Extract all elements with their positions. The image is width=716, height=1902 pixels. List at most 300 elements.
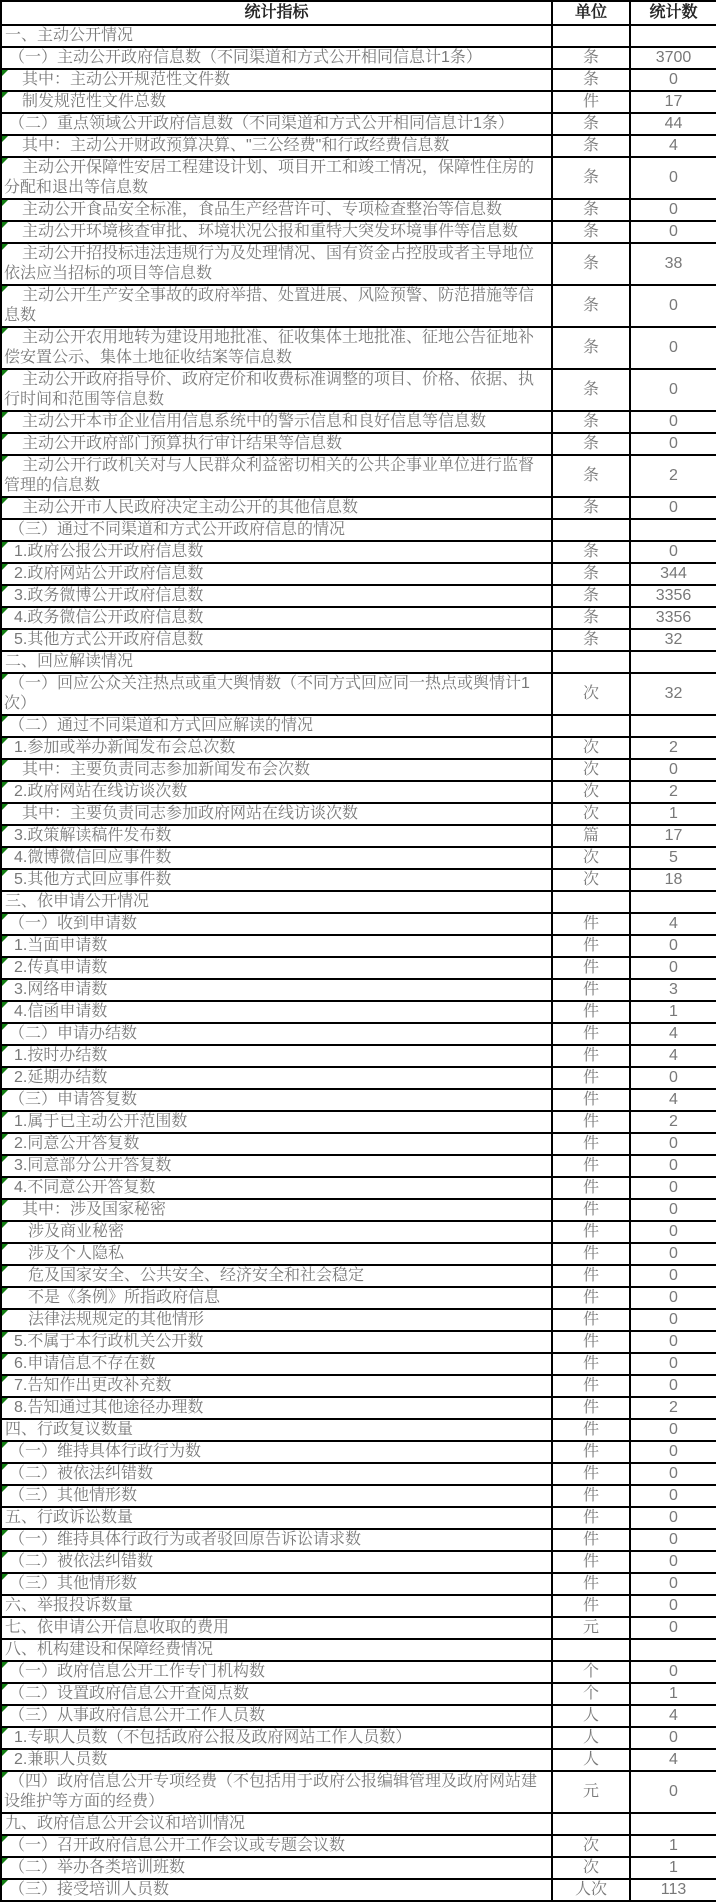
indicator-label: 其中：主要负责同志参加新闻发布会次数 xyxy=(22,761,311,778)
unit-cell: 件 xyxy=(552,91,630,113)
value-cell: 0 xyxy=(630,1243,716,1265)
cell-flag-icon xyxy=(2,826,8,832)
unit-cell: 件 xyxy=(552,1023,630,1045)
indicator-label: （一）维持具体行政行为数 xyxy=(9,1443,202,1460)
indicator-cell xyxy=(1,781,552,803)
unit-cell xyxy=(552,891,630,913)
indicator-cell xyxy=(1,979,552,1001)
unit-cell: 件 xyxy=(552,1045,630,1067)
cell-flag-icon xyxy=(2,1772,8,1778)
unit-cell: 条 xyxy=(552,607,630,629)
indicator-cell xyxy=(1,25,552,47)
indicator-label: 涉及个人隐私 xyxy=(28,1245,125,1262)
indicator-label: 三、依申请公开情况 xyxy=(5,893,150,910)
indicator-label: （一）收到申请数 xyxy=(9,915,138,932)
indicator-cell xyxy=(1,1309,552,1331)
indicator-label: 六、举报投诉数量 xyxy=(5,1597,134,1614)
indicator-cell xyxy=(1,957,552,979)
cell-flag-icon xyxy=(2,1134,8,1140)
table-row xyxy=(1,1419,716,1441)
indicator-cell xyxy=(1,1749,552,1771)
value-cell: 2 xyxy=(630,455,716,497)
indicator-label: （三）其他情形数 xyxy=(9,1575,138,1592)
table-row xyxy=(1,869,716,891)
value-cell: 0 xyxy=(630,411,716,433)
unit-cell: 件 xyxy=(552,1419,630,1441)
value-cell: 2 xyxy=(630,737,716,759)
value-cell: 344 xyxy=(630,563,716,585)
table-row xyxy=(1,25,716,47)
table-row xyxy=(1,629,716,651)
indicator-label: 5.其他方式回应事件数 xyxy=(14,871,172,888)
indicator-label: 主动公开生产安全事故的政府举措、处置进展、风险预警、防范措施等信息数 xyxy=(4,287,535,324)
indicator-label: 主动公开行政机关对与人民群众利益密切相关的公共企事业单位进行监督管理的信息数 xyxy=(4,457,535,494)
cell-flag-icon xyxy=(2,1706,8,1712)
indicator-label: 一、主动公开情况 xyxy=(5,27,134,44)
indicator-cell xyxy=(1,1617,552,1639)
table-row xyxy=(1,651,716,673)
value-cell: 0 xyxy=(630,1595,716,1617)
cell-flag-icon xyxy=(2,1178,8,1184)
indicator-label: 3.政务微博公开政府信息数 xyxy=(14,587,204,604)
indicator-label: 2.传真申请数 xyxy=(14,959,108,976)
table-row xyxy=(1,673,716,715)
value-cell xyxy=(630,1639,716,1661)
unit-cell: 条 xyxy=(552,369,630,411)
cell-flag-icon xyxy=(2,1442,8,1448)
indicator-label: （一）主动公开政府信息数（不同渠道和方式公开相同信息计1条） xyxy=(9,49,482,66)
value-cell: 0 xyxy=(630,1529,716,1551)
value-cell: 1 xyxy=(630,1001,716,1023)
indicator-cell xyxy=(1,1287,552,1309)
indicator-label: 危及国家安全、公共安全、经济安全和社会稳定 xyxy=(28,1267,365,1284)
cell-flag-icon xyxy=(2,1332,8,1338)
indicator-label: 制发规范性文件总数 xyxy=(22,93,167,110)
table-row xyxy=(1,957,716,979)
table-row xyxy=(1,1551,716,1573)
cell-flag-icon xyxy=(2,1574,8,1580)
indicator-label: 七、依申请公开信息收取的费用 xyxy=(5,1619,230,1636)
cell-flag-icon xyxy=(2,286,8,292)
unit-cell: 条 xyxy=(552,113,630,135)
table-row xyxy=(1,221,716,243)
indicator-label: 法律法规规定的其他情形 xyxy=(28,1311,205,1328)
indicator-cell xyxy=(1,1507,552,1529)
value-cell: 0 xyxy=(630,327,716,369)
table-row xyxy=(1,1353,716,1375)
table-row xyxy=(1,1771,716,1813)
unit-cell: 次 xyxy=(552,759,630,781)
cell-flag-icon xyxy=(2,1398,8,1404)
indicator-label: （二）通过不同渠道和方式回应解读的情况 xyxy=(9,717,314,734)
indicator-cell xyxy=(1,1441,552,1463)
indicator-label: （二）举办各类培训班数 xyxy=(9,1859,186,1876)
indicator-label: 其中：主要负责同志参加政府网站在线访谈次数 xyxy=(22,805,359,822)
cell-flag-icon xyxy=(2,1354,8,1360)
unit-cell: 次 xyxy=(552,737,630,759)
value-cell: 0 xyxy=(630,1375,716,1397)
indicator-label: （二）申请办结数 xyxy=(9,1025,138,1042)
value-cell: 0 xyxy=(630,1771,716,1813)
table-row xyxy=(1,327,716,369)
table-row xyxy=(1,47,716,69)
value-cell: 1 xyxy=(630,1857,716,1879)
value-cell: 17 xyxy=(630,825,716,847)
indicator-cell xyxy=(1,1419,552,1441)
unit-cell: 件 xyxy=(552,1375,630,1397)
value-cell: 113 xyxy=(630,1879,716,1901)
indicator-cell xyxy=(1,1463,552,1485)
cell-flag-icon xyxy=(2,1552,8,1558)
value-cell: 0 xyxy=(630,1353,716,1375)
unit-cell: 件 xyxy=(552,1331,630,1353)
unit-cell: 件 xyxy=(552,1309,630,1331)
indicator-cell xyxy=(1,1045,552,1067)
indicator-label: 6.申请信息不存在数 xyxy=(14,1355,156,1372)
cell-flag-icon xyxy=(2,848,8,854)
unit-cell: 件 xyxy=(552,1177,630,1199)
indicator-label: 2.政府网站公开政府信息数 xyxy=(14,565,204,582)
value-cell: 4 xyxy=(630,1089,716,1111)
value-cell: 0 xyxy=(630,957,716,979)
unit-cell: 条 xyxy=(552,69,630,91)
indicator-cell xyxy=(1,847,552,869)
indicator-label: 2.延期办结数 xyxy=(14,1069,108,1086)
cell-flag-icon xyxy=(2,1002,8,1008)
table-row xyxy=(1,1857,716,1879)
unit-cell: 件 xyxy=(552,1573,630,1595)
table-row xyxy=(1,825,716,847)
value-cell: 2 xyxy=(630,1397,716,1419)
cell-flag-icon xyxy=(2,782,8,788)
cell-flag-icon xyxy=(2,158,8,164)
value-cell xyxy=(630,715,716,737)
table-row xyxy=(1,1705,716,1727)
cell-flag-icon xyxy=(2,674,8,680)
cell-flag-icon xyxy=(2,760,8,766)
cell-flag-icon xyxy=(2,92,8,98)
table-row xyxy=(1,913,716,935)
cell-flag-icon xyxy=(2,1464,8,1470)
unit-cell: 条 xyxy=(552,411,630,433)
indicator-cell xyxy=(1,1177,552,1199)
indicator-cell xyxy=(1,433,552,455)
value-cell: 0 xyxy=(630,1287,716,1309)
value-cell: 17 xyxy=(630,91,716,113)
indicator-cell xyxy=(1,629,552,651)
indicator-cell xyxy=(1,327,552,369)
indicator-cell xyxy=(1,1353,552,1375)
indicator-cell xyxy=(1,1111,552,1133)
unit-cell: 件 xyxy=(552,1243,630,1265)
indicator-cell xyxy=(1,1023,552,1045)
indicator-cell xyxy=(1,1857,552,1879)
table-row xyxy=(1,1397,716,1419)
indicator-label: 5.其他方式公开政府信息数 xyxy=(14,631,204,648)
indicator-cell xyxy=(1,1573,552,1595)
indicator-cell xyxy=(1,1067,552,1089)
value-cell xyxy=(630,519,716,541)
unit-cell: 次 xyxy=(552,1835,630,1857)
unit-cell: 件 xyxy=(552,1265,630,1287)
unit-cell: 条 xyxy=(552,243,630,285)
value-cell xyxy=(630,25,716,47)
table-row xyxy=(1,113,716,135)
value-cell: 0 xyxy=(630,1573,716,1595)
unit-cell: 人次 xyxy=(552,1879,630,1901)
table-row xyxy=(1,1001,716,1023)
value-cell: 1 xyxy=(630,1835,716,1857)
unit-cell: 条 xyxy=(552,47,630,69)
value-cell: 4 xyxy=(630,1705,716,1727)
table-row xyxy=(1,433,716,455)
unit-cell: 次 xyxy=(552,847,630,869)
value-cell: 0 xyxy=(630,541,716,563)
unit-cell xyxy=(552,651,630,673)
value-cell: 0 xyxy=(630,1309,716,1331)
table-row xyxy=(1,1265,716,1287)
table-row xyxy=(1,759,716,781)
value-cell: 3700 xyxy=(630,47,716,69)
indicator-label: 5.不属于本行政机关公开数 xyxy=(14,1333,204,1350)
indicator-cell xyxy=(1,1683,552,1705)
indicator-cell xyxy=(1,913,552,935)
table-row xyxy=(1,1639,716,1661)
indicator-cell xyxy=(1,1001,552,1023)
value-cell: 0 xyxy=(630,199,716,221)
table-row xyxy=(1,715,716,737)
unit-cell: 件 xyxy=(552,1529,630,1551)
indicator-label: 3.网络申请数 xyxy=(14,981,108,998)
cell-flag-icon xyxy=(2,1836,8,1842)
table-row xyxy=(1,847,716,869)
indicator-label: 4.不同意公开答复数 xyxy=(14,1179,156,1196)
indicator-label: 涉及商业秘密 xyxy=(28,1223,125,1240)
value-cell: 4 xyxy=(630,1749,716,1771)
unit-cell: 件 xyxy=(552,1199,630,1221)
indicator-cell xyxy=(1,411,552,433)
indicator-cell xyxy=(1,1661,552,1683)
table-row xyxy=(1,1111,716,1133)
indicator-label: 主动公开市人民政府决定主动公开的其他信息数 xyxy=(22,499,359,516)
value-cell: 3356 xyxy=(630,607,716,629)
table-row xyxy=(1,1287,716,1309)
table-row xyxy=(1,1879,716,1901)
cell-flag-icon xyxy=(2,980,8,986)
value-cell: 0 xyxy=(630,1177,716,1199)
value-cell: 18 xyxy=(630,869,716,891)
indicator-cell xyxy=(1,585,552,607)
unit-cell: 篇 xyxy=(552,825,630,847)
cell-flag-icon xyxy=(2,434,8,440)
indicator-cell xyxy=(1,607,552,629)
unit-cell: 件 xyxy=(552,1221,630,1243)
table-row xyxy=(1,737,716,759)
indicator-label: （一）政府信息公开工作专门机构数 xyxy=(9,1663,266,1680)
table-row xyxy=(1,135,716,157)
table-row xyxy=(1,91,716,113)
indicator-cell xyxy=(1,1705,552,1727)
value-cell: 0 xyxy=(630,1441,716,1463)
value-cell: 0 xyxy=(630,157,716,199)
unit-cell: 次 xyxy=(552,673,630,715)
indicator-cell xyxy=(1,1835,552,1857)
value-cell: 0 xyxy=(630,759,716,781)
value-cell: 0 xyxy=(630,1221,716,1243)
unit-cell: 次 xyxy=(552,869,630,891)
indicator-label: 不是《条例》所指政府信息 xyxy=(28,1289,221,1306)
table-row xyxy=(1,1661,716,1683)
cell-flag-icon xyxy=(2,564,8,570)
table-row xyxy=(1,1463,716,1485)
indicator-cell xyxy=(1,803,552,825)
indicator-label: 1.按时办结数 xyxy=(14,1047,108,1064)
indicator-cell xyxy=(1,369,552,411)
unit-cell: 元 xyxy=(552,1617,630,1639)
indicator-cell xyxy=(1,243,552,285)
unit-cell: 个 xyxy=(552,1683,630,1705)
value-cell xyxy=(630,651,716,673)
cell-flag-icon xyxy=(2,1222,8,1228)
cell-flag-icon xyxy=(2,222,8,228)
indicator-cell xyxy=(1,455,552,497)
cell-flag-icon xyxy=(2,1310,8,1316)
indicator-label: 3.同意部分公开答复数 xyxy=(14,1157,172,1174)
unit-cell: 元 xyxy=(552,1771,630,1813)
table-row xyxy=(1,607,716,629)
unit-cell: 条 xyxy=(552,541,630,563)
table-row xyxy=(1,243,716,285)
value-cell: 0 xyxy=(630,1661,716,1683)
unit-cell: 个 xyxy=(552,1661,630,1683)
table-row xyxy=(1,455,716,497)
table-row xyxy=(1,541,716,563)
unit-cell: 件 xyxy=(552,1507,630,1529)
table-row xyxy=(1,935,716,957)
indicator-label: （二）设置政府信息公开查阅点数 xyxy=(9,1685,250,1702)
cell-flag-icon xyxy=(2,1046,8,1052)
value-cell: 0 xyxy=(630,1067,716,1089)
indicator-label: （三）其他情形数 xyxy=(9,1487,138,1504)
unit-cell: 件 xyxy=(552,913,630,935)
indicator-cell xyxy=(1,113,552,135)
unit-cell: 条 xyxy=(552,563,630,585)
unit-cell: 条 xyxy=(552,629,630,651)
unit-cell: 条 xyxy=(552,433,630,455)
table-row xyxy=(1,1155,716,1177)
indicator-label: （三）申请答复数 xyxy=(9,1091,138,1108)
unit-cell: 件 xyxy=(552,957,630,979)
indicator-cell xyxy=(1,1089,552,1111)
value-cell: 32 xyxy=(630,673,716,715)
indicator-cell xyxy=(1,673,552,715)
indicator-label: 主动公开招投标违法违规行为及处理情况、国有资金占控股或者主导地位依法应当招标的项目等信息数 xyxy=(4,245,535,282)
value-cell: 0 xyxy=(630,285,716,327)
indicator-label: 主动公开食品安全标准，食品生产经营许可、专项检查整治等信息数 xyxy=(22,201,503,218)
unit-cell: 次 xyxy=(552,781,630,803)
table-row xyxy=(1,369,716,411)
table-row xyxy=(1,1813,716,1835)
indicator-label: 主动公开农用地转为建设用地批准、征收集体土地批准、征地公告征地补偿安置公示、集体土地征收结案等信息数 xyxy=(4,329,535,366)
value-cell: 0 xyxy=(630,369,716,411)
table-row xyxy=(1,285,716,327)
cell-flag-icon xyxy=(2,1112,8,1118)
cell-flag-icon xyxy=(2,1684,8,1690)
cell-flag-icon xyxy=(2,1750,8,1756)
cell-flag-icon xyxy=(2,586,8,592)
unit-cell: 次 xyxy=(552,803,630,825)
header-row xyxy=(1,1,716,25)
indicator-cell xyxy=(1,1199,552,1221)
value-cell: 0 xyxy=(630,1265,716,1287)
unit-cell: 条 xyxy=(552,455,630,497)
value-cell: 0 xyxy=(630,1617,716,1639)
value-cell: 0 xyxy=(630,1419,716,1441)
table-row xyxy=(1,519,716,541)
unit-cell: 件 xyxy=(552,1353,630,1375)
cell-flag-icon xyxy=(2,370,8,376)
unit-cell: 件 xyxy=(552,1067,630,1089)
cell-flag-icon xyxy=(2,456,8,462)
table-row xyxy=(1,1485,716,1507)
indicator-label: （一）回应公众关注热点或重大舆情数（不同方式回应同一热点或舆情计1次） xyxy=(4,675,530,712)
table-row xyxy=(1,891,716,913)
indicator-label: 4.信函申请数 xyxy=(14,1003,108,1020)
value-cell xyxy=(630,891,716,913)
table-row xyxy=(1,1331,716,1353)
cell-flag-icon xyxy=(2,804,8,810)
table-row xyxy=(1,1529,716,1551)
cell-flag-icon xyxy=(2,542,8,548)
cell-flag-icon xyxy=(2,136,8,142)
indicator-cell xyxy=(1,1133,552,1155)
indicator-label: 八、机构建设和保障经费情况 xyxy=(5,1641,214,1658)
indicator-cell xyxy=(1,737,552,759)
table-row xyxy=(1,585,716,607)
value-cell xyxy=(630,1813,716,1835)
indicator-label: 1.属于已主动公开范围数 xyxy=(14,1113,188,1130)
unit-cell: 件 xyxy=(552,1133,630,1155)
indicator-cell xyxy=(1,1221,552,1243)
value-cell: 0 xyxy=(630,433,716,455)
indicator-cell xyxy=(1,1375,552,1397)
unit-cell: 条 xyxy=(552,157,630,199)
unit-cell: 件 xyxy=(552,1111,630,1133)
unit-cell: 件 xyxy=(552,1287,630,1309)
value-cell: 38 xyxy=(630,243,716,285)
cell-flag-icon xyxy=(2,1880,8,1886)
cell-flag-icon xyxy=(2,958,8,964)
unit-cell: 件 xyxy=(552,1595,630,1617)
cell-flag-icon xyxy=(2,1858,8,1864)
indicator-cell xyxy=(1,1529,552,1551)
cell-flag-icon xyxy=(2,1288,8,1294)
unit-cell: 件 xyxy=(552,1441,630,1463)
value-cell: 0 xyxy=(630,1727,716,1749)
indicator-label: （三）通过不同渠道和方式公开政府信息的情况 xyxy=(9,521,346,538)
value-cell: 5 xyxy=(630,847,716,869)
value-cell: 3356 xyxy=(630,585,716,607)
value-cell: 2 xyxy=(630,781,716,803)
indicator-cell xyxy=(1,715,552,737)
value-cell: 0 xyxy=(630,1463,716,1485)
table-row xyxy=(1,1727,716,1749)
indicator-label: 4.政务微信公开政府信息数 xyxy=(14,609,204,626)
cell-flag-icon xyxy=(2,936,8,942)
value-cell: 4 xyxy=(630,1045,716,1067)
cell-flag-icon xyxy=(2,738,8,744)
indicator-label: （一）召开政府信息公开工作会议或专题会议数 xyxy=(9,1837,346,1854)
